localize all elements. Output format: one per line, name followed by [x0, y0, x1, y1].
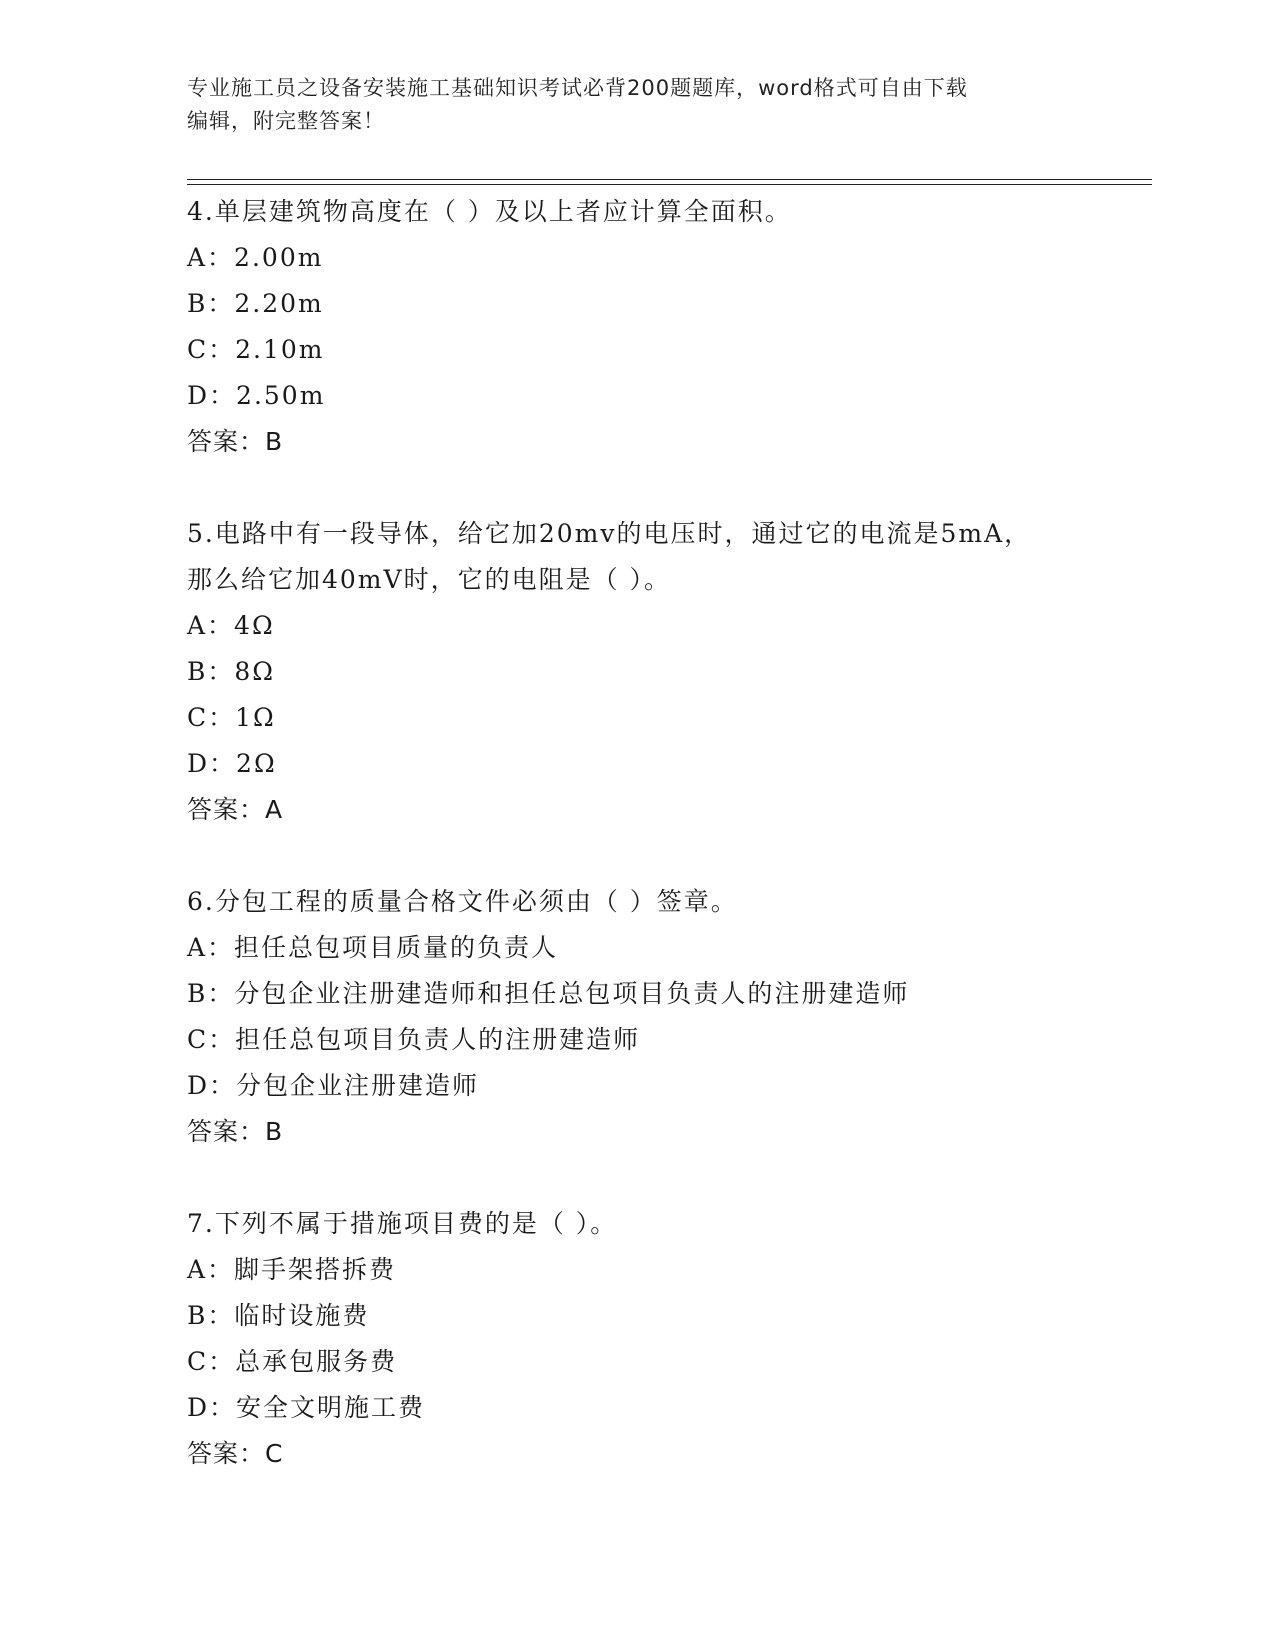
option-d: D：2Ω — [187, 749, 277, 778]
option-a: A：脚手架搭拆费 — [187, 1255, 397, 1284]
option-b: B：临时设施费 — [187, 1301, 370, 1330]
answer: 答案：A — [187, 795, 284, 824]
option-c: C：2.10m — [187, 335, 325, 364]
header-divider-top — [187, 179, 1152, 180]
question-stem: 7.下列不属于措施项目费的是（ ）。 — [187, 1209, 618, 1238]
option-d: D：2.50m — [187, 381, 326, 410]
answer: 答案：B — [187, 427, 284, 456]
option-d: D：安全文明施工费 — [187, 1393, 426, 1422]
question-5 — [187, 511, 1147, 833]
question-7 — [187, 1201, 1147, 1477]
question-6 — [187, 879, 1147, 1155]
header-line-1: 专业施工员之设备安装施工基础知识考试必背200题题库，word格式可自由下载 — [187, 76, 968, 100]
option-b: B：2.20m — [187, 289, 324, 318]
question-4 — [187, 189, 1147, 465]
option-a: A：担任总包项目质量的负责人 — [187, 933, 559, 962]
question-stem: 6.分包工程的质量合格文件必须由（ ）签章。 — [187, 887, 738, 916]
header-divider-bottom — [187, 184, 1152, 185]
question-stem: 4.单层建筑物高度在（ ）及以上者应计算全面积。 — [187, 197, 792, 226]
option-b: B：8Ω — [187, 657, 276, 686]
answer: 答案：B — [187, 1117, 284, 1146]
answer: 答案：C — [187, 1439, 284, 1468]
document-header — [187, 72, 1087, 138]
option-b: B：分包企业注册建造师和担任总包项目负责人的注册建造师 — [187, 979, 910, 1008]
option-c: C：总承包服务费 — [187, 1347, 398, 1376]
option-d: D：分包企业注册建造师 — [187, 1071, 480, 1100]
header-line-2: 编辑，附完整答案！ — [187, 109, 385, 133]
question-list — [187, 189, 1147, 1523]
question-stem-line-1: 5.电路中有一段导体，给它加20mv的电压时，通过它的电流是5mA， — [187, 519, 1032, 548]
question-stem-line-2: 那么给它加40mV时，它的电阻是（ ）。 — [187, 565, 672, 594]
option-a: A：2.00m — [187, 243, 324, 272]
option-c: C：1Ω — [187, 703, 276, 732]
option-a: A：4Ω — [187, 611, 275, 640]
option-c: C：担任总包项目负责人的注册建造师 — [187, 1025, 641, 1054]
